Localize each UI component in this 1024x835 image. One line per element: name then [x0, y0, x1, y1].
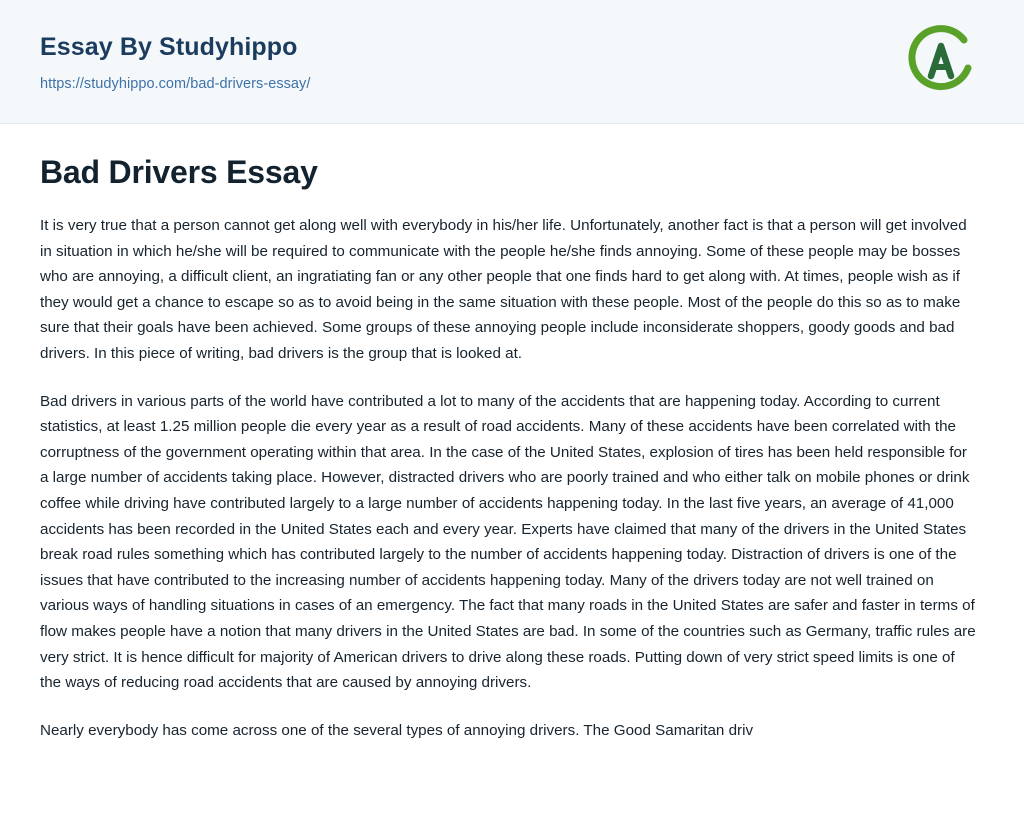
essay-paragraph: Bad drivers in various parts of the world have contributed a lot to many of the accidents that are happening today. According to current statistics, at least 1.25 million people die every year as a result of road accidents. Many of these accidents have been correlated with the corruptness of the government operating within that area. In the case of the United States, explosion of tires has been held responsible for a large number of accidents taking place. However, distracted drivers who are poorly trained and who either talk on mobile phones or drink coffee while driving have contributed largely to a large number of accidents happening today. In the last five years, an average of 41,000 accidents has been recorded in the United States each and every year. Experts have claimed that many of the drivers in the United States break road rules something which has contributed largely to the number of accidents happening today. Distraction of drivers is one of the issues that have contributed to the increasing number of accidents happening today. Many of the drivers today are not well trained on various ways of handling situations in cases of an emergency. The fact that many roads in the United States are safer and faster in terms of flow makes people have a notion that many drivers in the United States are bad. In some of the countries such as Germany, traffic rules are very strict. It is hence difficult for majority of American drivers to drive along these roads. Putting down of very strict speed limits is one of the ways of reducing road accidents that are caused by annoying drivers.	[40, 392, 976, 692]
studyhippo-a-logo-icon	[902, 24, 976, 98]
site-title: Essay By Studyhippo	[40, 33, 298, 61]
source-url-link[interactable]: https://studyhippo.com/bad-drivers-essay/	[40, 75, 311, 92]
page-title: Bad Drivers Essay	[40, 154, 318, 190]
site-header	[0, 0, 1024, 124]
essay-paragraph: It is very true that a person cannot get along well with everybody in his/her life. Unfortunately, another fact is that a person will get involved in situation in which he/she will be required to communicate with the people he/she finds annoying. Some of these people may be bosses who are annoying, a difficult client, an ingratiating fan or any other people that one finds hard to get along with. At times, people wish as if they would get a chance to escape so as to avoid being in the same situation with these people. Most of the people do this so as to make sure that their goals have been achieved. Some groups of these annoying people include inconsiderate shoppers, goody goods and bad drivers. In this piece of writing, bad drivers is the group that is looked at.	[40, 217, 967, 362]
essay-article	[0, 124, 1024, 743]
essay-paragraph: Nearly everybody has come across one of the several types of annoying drivers. The Good Samaritan driv	[40, 721, 754, 739]
